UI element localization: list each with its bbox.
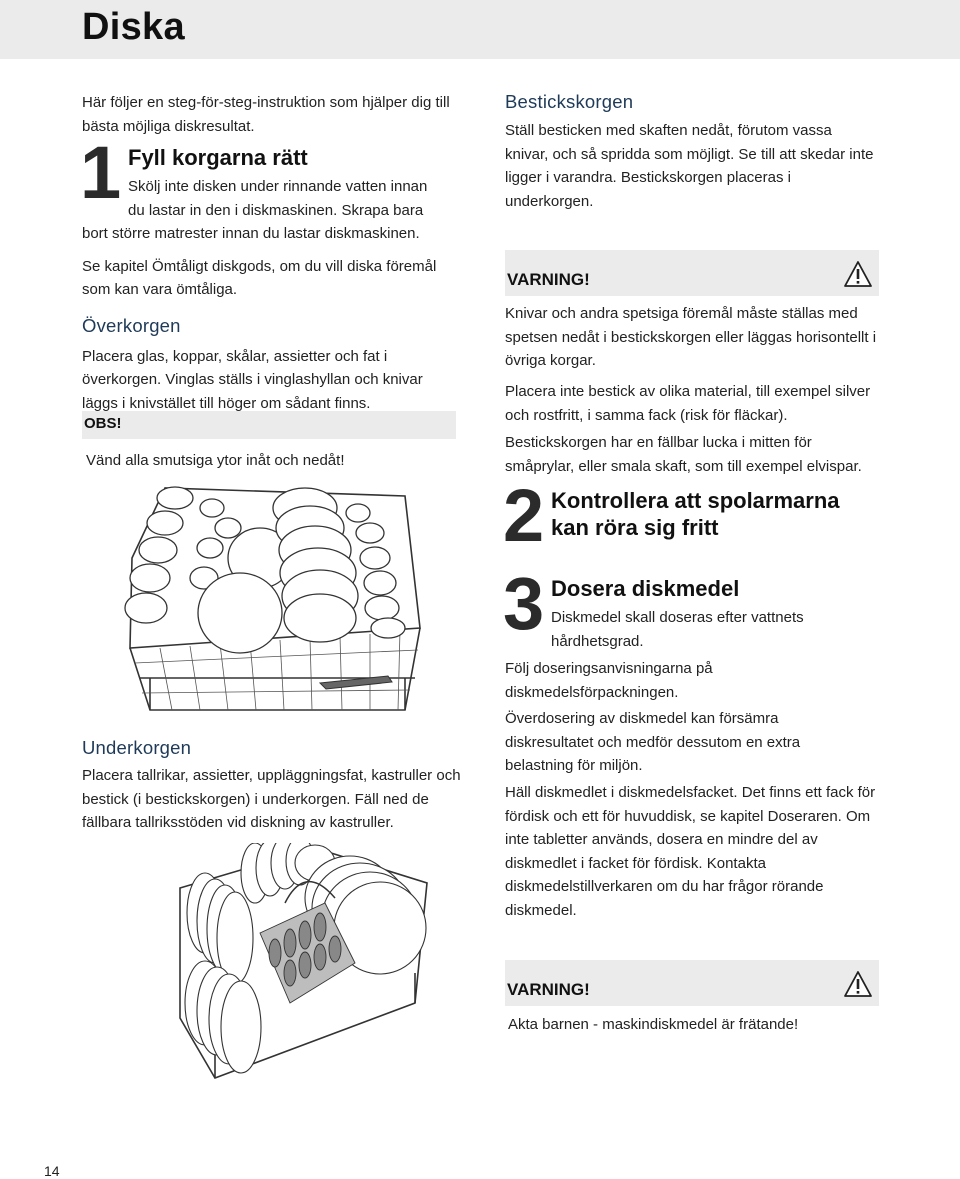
step-2 bbox=[503, 474, 885, 557]
obs-label: OBS! bbox=[84, 415, 122, 432]
step-3-paragraph-3: Häll diskmedlet i diskmedelsfacket. Det finns ett fack för fördisk och ett för huvuddisk, se kapitel Doseraren. Om inte tabletter används, dosera en mindre del av diskmedlet i facket för fördisk. Kontakta diskmedelstillverkaren om du har frågor rörande diskmedel. bbox=[505, 784, 876, 919]
warning-triangle-icon bbox=[843, 260, 873, 288]
step-1-text-line1: Skölj inte disken under rinnande vatten innan bbox=[128, 178, 428, 195]
obs-bar bbox=[82, 411, 456, 439]
warning-triangle-icon bbox=[843, 970, 873, 998]
obs-text: Vänd alla smutsiga ytor inåt och nedåt! bbox=[86, 452, 345, 469]
warning-1-text-2: Placera inte bestick av olika material, till exempel silver och rostfritt, i samma fack (risk för fläckar). bbox=[505, 383, 871, 424]
upper-basket-text: Placera glas, koppar, skålar, assietter och fat i överkorgen. Vinglas ställs i vinglashyllan och knivar läggs i knivstället till höger om sådant finns. bbox=[82, 347, 423, 412]
step-1-title: Fyll korgarna rätt bbox=[128, 145, 308, 170]
lower-basket-text: Placera tallrikar, assietter, uppläggningsfat, kastruller och bestick (i bestickskorgen) i underkorgen. Fäll ned de fällbara tallriksstöden vid diskning av kastruller. bbox=[82, 767, 461, 831]
warning-1-text-1: Knivar och andra spetsiga föremål måste ställas med spetsen nedåt i bestickskorgen eller läggas horisontellt i övriga korgar. bbox=[505, 305, 877, 369]
step-3-paragraph-1: Följ doseringsanvisningarna på diskmedelsförpackningen. bbox=[505, 660, 713, 701]
warning-1-label: VARNING! bbox=[507, 270, 590, 289]
step-1-text-line2: du lastar in den i diskmaskinen. Skrapa bara bbox=[128, 201, 424, 219]
step-2-number: 2 bbox=[503, 474, 545, 557]
warning-1-text-3: Bestickskorgen har en fällbar lucka i mitten för småprylar, eller smala skaft, som till exempel elvispar. bbox=[505, 434, 862, 475]
step-3-title: Dosera diskmedel bbox=[551, 576, 740, 601]
step-1-number: 1 bbox=[80, 131, 122, 214]
warning-2-label: VARNING! bbox=[507, 980, 590, 999]
page-title: Diska bbox=[82, 6, 185, 48]
step-2-title: Kontrollera att spolarmarna kan röra sig fritt bbox=[551, 488, 840, 540]
lower-basket-heading: Underkorgen bbox=[82, 737, 192, 758]
page-number: 14 bbox=[44, 1163, 60, 1179]
step-1-text-line3: bort större matrester innan du lastar diskmaskinen. bbox=[82, 225, 420, 242]
warning-bar-2 bbox=[505, 960, 879, 1006]
intro-text: Här följer en steg-för-steg-instruktion som hjälper dig till bästa möjliga diskresultat. bbox=[82, 94, 450, 135]
step-1-note: Se kapitel Ömtåligt diskgods, om du vill diska föremål som kan vara ömtåliga. bbox=[82, 257, 437, 298]
warning-bar-1 bbox=[505, 250, 879, 296]
upper-basket-heading: Överkorgen bbox=[82, 314, 181, 336]
lower-basket-illustration bbox=[165, 843, 435, 1083]
step-3-text: Diskmedel skall doseras efter vattnets hårdhetsgrad. bbox=[551, 609, 804, 650]
right-column bbox=[505, 91, 885, 213]
step-3-paragraph-2: Överdosering av diskmedel kan försämra diskresultatet och medför dessutom en extra belastning för miljön. bbox=[505, 710, 801, 774]
step-3 bbox=[503, 562, 885, 653]
left-column bbox=[82, 91, 462, 415]
cutlery-basket-heading: Bestickskorgen bbox=[505, 91, 634, 112]
upper-basket-illustration bbox=[120, 478, 430, 718]
step-1 bbox=[80, 131, 462, 246]
cutlery-basket-text: Ställ besticken med skaften nedåt, förutom vassa knivar, och så spridda som möjligt. Se till att skedar inte ligger i varandra. Bestickskorgen placeras i underkorgen. bbox=[505, 122, 874, 210]
warning-2-text: Akta barnen - maskindiskmedel är frätande! bbox=[508, 1016, 799, 1033]
step-3-number: 3 bbox=[503, 562, 545, 645]
